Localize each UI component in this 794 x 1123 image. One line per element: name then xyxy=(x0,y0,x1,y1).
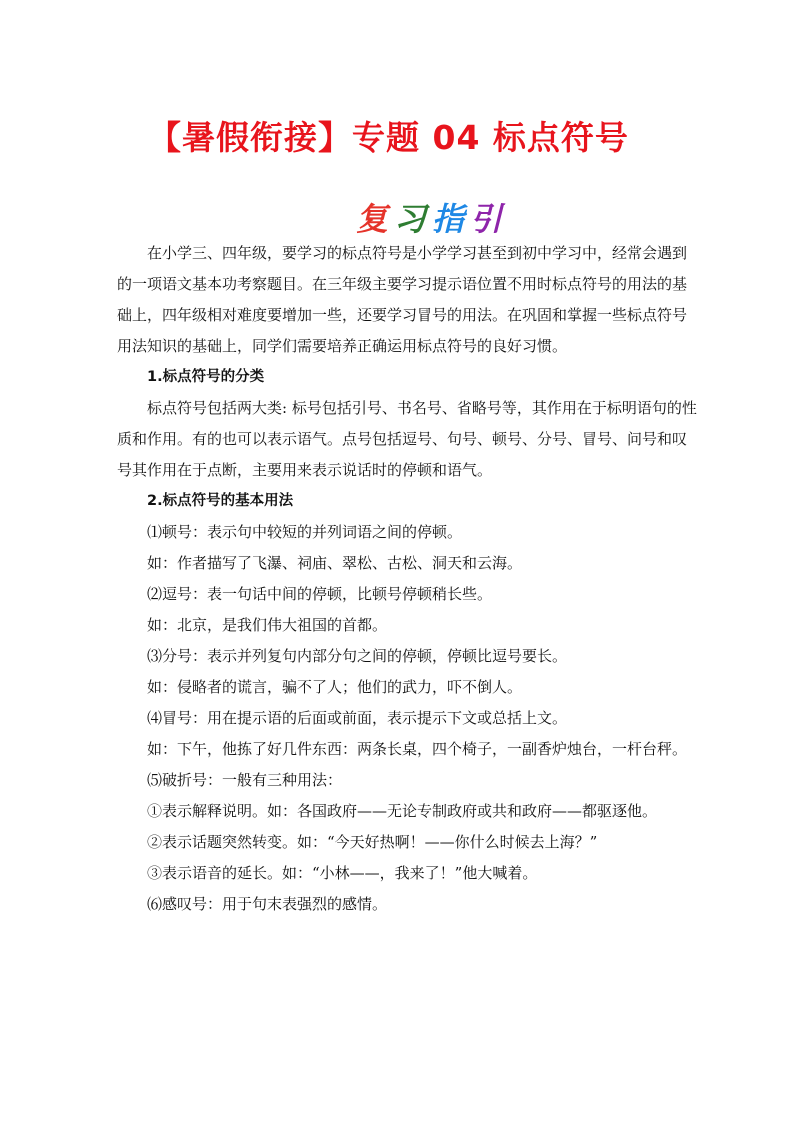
example-line: 如：侵略者的谎言，骗不了人；他们的武力，吓不倒人。 xyxy=(147,678,523,696)
usage-line: ⑶分号：表示并列复句内部分句之间的停顿，停顿比逗号要长。 xyxy=(147,647,568,665)
example-line: 如：作者描写了飞瀑、祠庙、翠松、古松、洞天和云海。 xyxy=(147,554,523,572)
usage-line: ⑷冒号：用在提示语的后面或前面，表示提示下文或总括上文。 xyxy=(147,709,568,727)
example-line: 如：北京，是我们伟大祖国的首都。 xyxy=(147,616,388,634)
example-line: 如：下午，他拣了好几件东西：两条长桌，四个椅子，一副香炉烛台，一杆台秤。 xyxy=(147,740,688,758)
banner-char: 复 xyxy=(356,200,389,238)
example-line: ③表示语音的延长。如：“小林——，我来了！”他大喊着。 xyxy=(147,864,538,882)
document-body xyxy=(117,238,697,920)
usage-line: ⑸破折号：一般有三种用法： xyxy=(147,771,343,789)
banner-char: 指 xyxy=(432,200,465,238)
usage-line: ⑹感叹号：用于句末表强烈的感情。 xyxy=(147,895,388,913)
section-heading: 2.标点符号的基本用法 xyxy=(147,493,294,509)
section-heading: 1.标点符号的分类 xyxy=(147,369,265,385)
review-guide-banner xyxy=(352,196,512,240)
example-line: ①表示解释说明。如：各国政府——无论专制政府或共和政府——都驱逐他。 xyxy=(147,802,658,820)
banner-char: 引 xyxy=(470,200,503,238)
usage-line: ⑴顿号：表示句中较短的并列词语之间的停顿。 xyxy=(147,523,463,541)
usage-line: ⑵逗号：表一句话中间的停顿，比顿号停顿稍长些。 xyxy=(147,585,493,603)
page-title: 【暑假衔接】专题 04 标点符号 xyxy=(148,118,629,157)
intro-paragraph: 在小学三、四年级，要学习的标点符号是小学学习甚至到初中学习中，经常会遇到的一项语文基本功考察题目。在三年级主要学习提示语位置不用时标点符号的用法的基础上，四年级相对难度要增加一些，还要学习冒号的用法。在巩固和掌握一些标点符号用法知识的基础上，同学们需要培养正确运用标点符号的良好习惯。 xyxy=(117,244,688,355)
banner-char: 习 xyxy=(394,200,427,238)
example-line: ②表示话题突然转变。如：“今天好热啊！——你什么时候去上海？” xyxy=(147,833,598,851)
section-paragraph: 标点符号包括两大类: 标号包括引号、书名号、省略号等，其作用在于标明语句的性质和作用。有的也可以表示语气。点号包括逗号、句号、顿号、分号、冒号、问号和叹号其作用在于点断，主要用来表示说话时的停顿和语气。 xyxy=(117,399,697,479)
